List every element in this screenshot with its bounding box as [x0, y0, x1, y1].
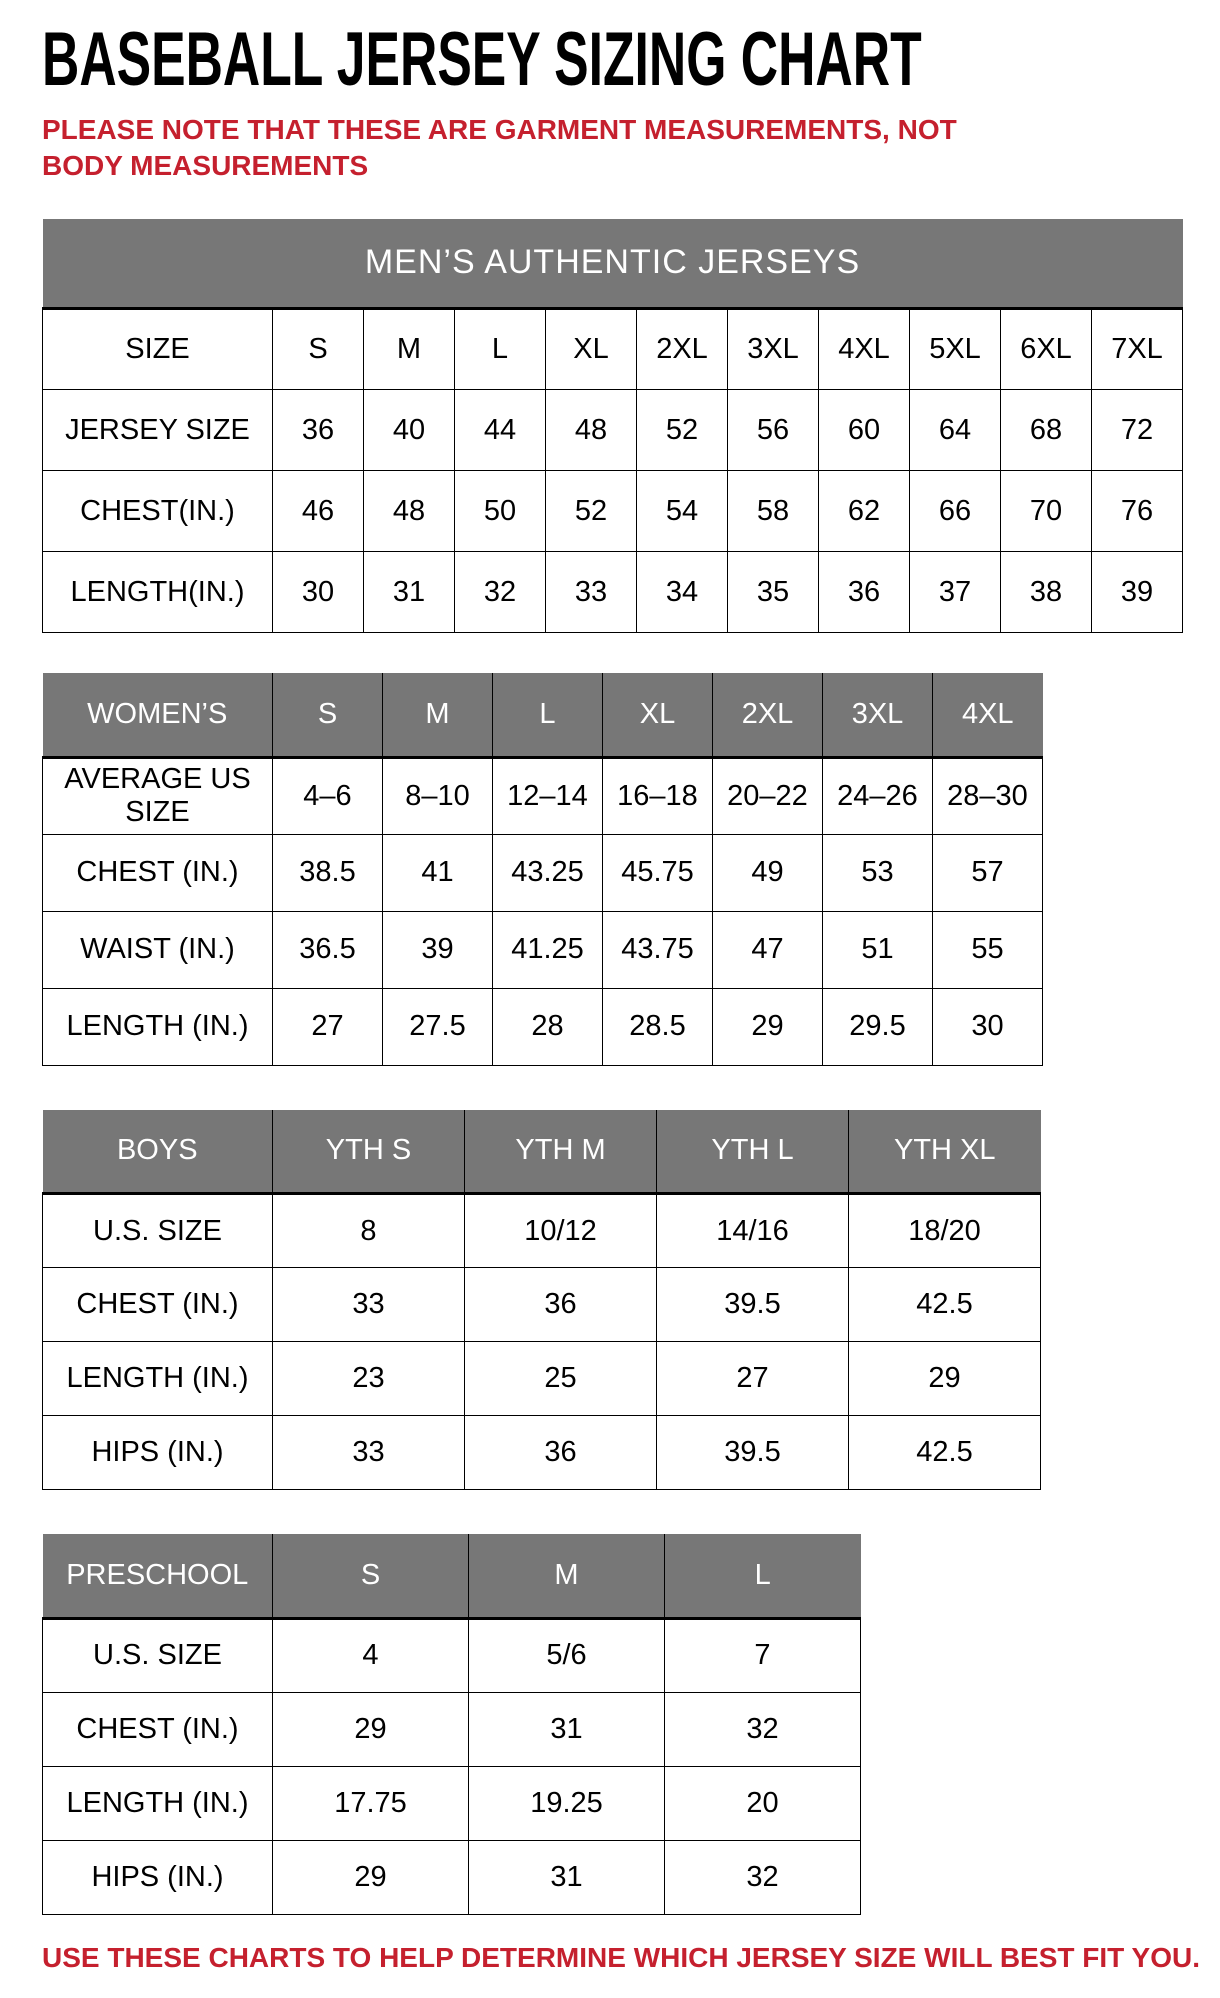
cell: 37 — [910, 552, 1001, 633]
cell: 72 — [1092, 390, 1183, 471]
cell: 2XL — [637, 309, 728, 390]
cell: 29 — [273, 1692, 469, 1766]
table-row — [43, 1692, 861, 1766]
cell: 56 — [728, 390, 819, 471]
cell: 33 — [273, 1268, 465, 1342]
cell: 32 — [455, 552, 546, 633]
cell: 64 — [910, 390, 1001, 471]
cell: 4 — [273, 1618, 469, 1692]
cell: 10/12 — [465, 1194, 657, 1268]
row-label-cell: CHEST (IN.) — [43, 834, 273, 911]
mens-banner: MEN’S AUTHENTIC JERSEYS — [43, 219, 1183, 309]
cell: 41 — [383, 834, 493, 911]
cell: 29.5 — [823, 988, 933, 1065]
cell: 6XL — [1001, 309, 1092, 390]
cell: 57 — [933, 834, 1043, 911]
cell: 8 — [273, 1194, 465, 1268]
table-row — [43, 1840, 861, 1914]
cell: 4XL — [819, 309, 910, 390]
footer-note: USE THESE CHARTS TO HELP DETERMINE WHICH JERSEY SIZE WILL BEST FIT YOU. — [42, 1941, 1200, 1973]
cell: 54 — [637, 471, 728, 552]
cell: 32 — [665, 1840, 861, 1914]
table-row — [43, 552, 1183, 633]
cell: 36 — [465, 1268, 657, 1342]
cell: 5XL — [910, 309, 1001, 390]
row-label-cell: LENGTH (IN.) — [43, 1342, 273, 1416]
cell: 40 — [364, 390, 455, 471]
table-row — [43, 911, 1043, 988]
column-header-cell: YTH M — [465, 1110, 657, 1194]
cell: 24–26 — [823, 757, 933, 834]
womens-header-row — [43, 673, 1043, 757]
boys-header-label: BOYS — [43, 1110, 273, 1194]
womens-header-label: WOMEN’S — [43, 673, 273, 757]
table-row — [43, 1618, 861, 1692]
cell: 48 — [364, 471, 455, 552]
cell: 55 — [933, 911, 1043, 988]
cell: 29 — [849, 1342, 1041, 1416]
cell: 76 — [1092, 471, 1183, 552]
cell: 3XL — [728, 309, 819, 390]
column-header-cell: L — [665, 1534, 861, 1618]
cell: 19.25 — [469, 1766, 665, 1840]
cell: 33 — [273, 1416, 465, 1490]
cell: 70 — [1001, 471, 1092, 552]
cell: 49 — [713, 834, 823, 911]
cell: 8–10 — [383, 757, 493, 834]
preschool-header-row — [43, 1534, 861, 1618]
table-row — [43, 834, 1043, 911]
cell: 36 — [273, 390, 364, 471]
preschool-header-label: PRESCHOOL — [43, 1534, 273, 1618]
cell: 32 — [665, 1692, 861, 1766]
cell: 20–22 — [713, 757, 823, 834]
row-label-cell: LENGTH(IN.) — [43, 552, 273, 633]
cell: XL — [546, 309, 637, 390]
row-label-cell: CHEST (IN.) — [43, 1268, 273, 1342]
cell: 23 — [273, 1342, 465, 1416]
table-row — [43, 1342, 1041, 1416]
column-header-cell: 4XL — [933, 673, 1043, 757]
row-label-cell: LENGTH (IN.) — [43, 988, 273, 1065]
row-label-cell: WAIST (IN.) — [43, 911, 273, 988]
cell: 38.5 — [273, 834, 383, 911]
cell: 35 — [728, 552, 819, 633]
cell: 7XL — [1092, 309, 1183, 390]
column-header-cell: L — [493, 673, 603, 757]
column-header-cell: YTH XL — [849, 1110, 1041, 1194]
cell: 20 — [665, 1766, 861, 1840]
cell: M — [364, 309, 455, 390]
cell: 42.5 — [849, 1416, 1041, 1490]
cell: 7 — [665, 1618, 861, 1692]
cell: 30 — [933, 988, 1043, 1065]
table-row — [43, 1416, 1041, 1490]
row-label-cell: U.S. SIZE — [43, 1194, 273, 1268]
cell: 36.5 — [273, 911, 383, 988]
cell: S — [273, 309, 364, 390]
cell: 5/6 — [469, 1618, 665, 1692]
cell: 14/16 — [657, 1194, 849, 1268]
row-label-cell: JERSEY SIZE — [43, 390, 273, 471]
cell: 31 — [364, 552, 455, 633]
cell: 25 — [465, 1342, 657, 1416]
column-header-cell: XL — [603, 673, 713, 757]
cell: 52 — [637, 390, 728, 471]
column-header-cell: 2XL — [713, 673, 823, 757]
cell: 41.25 — [493, 911, 603, 988]
row-label-cell: AVERAGE US SIZE — [43, 757, 273, 834]
garment-measurements-note: PLEASE NOTE THAT THESE ARE GARMENT MEASUREMENTS, NOT BODY MEASUREMENTS — [42, 113, 957, 182]
table-row — [43, 1766, 861, 1840]
cell: 43.25 — [493, 834, 603, 911]
cell: 42.5 — [849, 1268, 1041, 1342]
cell: 31 — [469, 1692, 665, 1766]
table-row — [43, 390, 1183, 471]
cell: 36 — [465, 1416, 657, 1490]
cell: 51 — [823, 911, 933, 988]
cell: 62 — [819, 471, 910, 552]
row-label-cell: U.S. SIZE — [43, 1618, 273, 1692]
cell: 18/20 — [849, 1194, 1041, 1268]
cell: 39.5 — [657, 1416, 849, 1490]
cell: 47 — [713, 911, 823, 988]
cell: 17.75 — [273, 1766, 469, 1840]
cell: 53 — [823, 834, 933, 911]
row-label-cell: CHEST(IN.) — [43, 471, 273, 552]
cell: 39 — [383, 911, 493, 988]
column-header-cell: M — [469, 1534, 665, 1618]
cell: 31 — [469, 1840, 665, 1914]
cell: 30 — [273, 552, 364, 633]
cell: 33 — [546, 552, 637, 633]
cell: 36 — [819, 552, 910, 633]
cell: 46 — [273, 471, 364, 552]
cell: 4–6 — [273, 757, 383, 834]
cell: 27 — [657, 1342, 849, 1416]
column-header-cell: S — [273, 1534, 469, 1618]
womens-table — [42, 673, 1043, 1066]
boys-table — [42, 1110, 1041, 1491]
cell: 39.5 — [657, 1268, 849, 1342]
column-header-cell: YTH S — [273, 1110, 465, 1194]
cell: 68 — [1001, 390, 1092, 471]
cell: 43.75 — [603, 911, 713, 988]
cell: 48 — [546, 390, 637, 471]
column-header-cell: M — [383, 673, 493, 757]
cell: 38 — [1001, 552, 1092, 633]
page-title: BASEBALL JERSEY SIZING CHART — [42, 17, 922, 102]
cell: 16–18 — [603, 757, 713, 834]
cell: 28 — [493, 988, 603, 1065]
table-row — [43, 1268, 1041, 1342]
cell: L — [455, 309, 546, 390]
cell: 28–30 — [933, 757, 1043, 834]
mens-authentic-jerseys-table — [42, 219, 1183, 634]
cell: 52 — [546, 471, 637, 552]
table-row — [43, 471, 1183, 552]
row-label-cell: CHEST (IN.) — [43, 1692, 273, 1766]
cell: 29 — [713, 988, 823, 1065]
mens-banner-row — [43, 219, 1183, 309]
table-row — [43, 988, 1043, 1065]
column-header-cell: YTH L — [657, 1110, 849, 1194]
table-row — [43, 757, 1043, 834]
table-row — [43, 1194, 1041, 1268]
cell: 28.5 — [603, 988, 713, 1065]
cell: 66 — [910, 471, 1001, 552]
cell: 27 — [273, 988, 383, 1065]
column-header-cell: S — [273, 673, 383, 757]
cell: 12–14 — [493, 757, 603, 834]
column-header-cell: 3XL — [823, 673, 933, 757]
cell: 50 — [455, 471, 546, 552]
row-label-cell: SIZE — [43, 309, 273, 390]
cell: 58 — [728, 471, 819, 552]
boys-header-row — [43, 1110, 1041, 1194]
cell: 60 — [819, 390, 910, 471]
row-label-cell: HIPS (IN.) — [43, 1416, 273, 1490]
preschool-table — [42, 1534, 861, 1915]
cell: 45.75 — [603, 834, 713, 911]
row-label-cell: LENGTH (IN.) — [43, 1766, 273, 1840]
cell: 39 — [1092, 552, 1183, 633]
cell: 27.5 — [383, 988, 493, 1065]
cell: 44 — [455, 390, 546, 471]
cell: 29 — [273, 1840, 469, 1914]
table-row — [43, 309, 1183, 390]
cell: 34 — [637, 552, 728, 633]
row-label-cell: HIPS (IN.) — [43, 1840, 273, 1914]
